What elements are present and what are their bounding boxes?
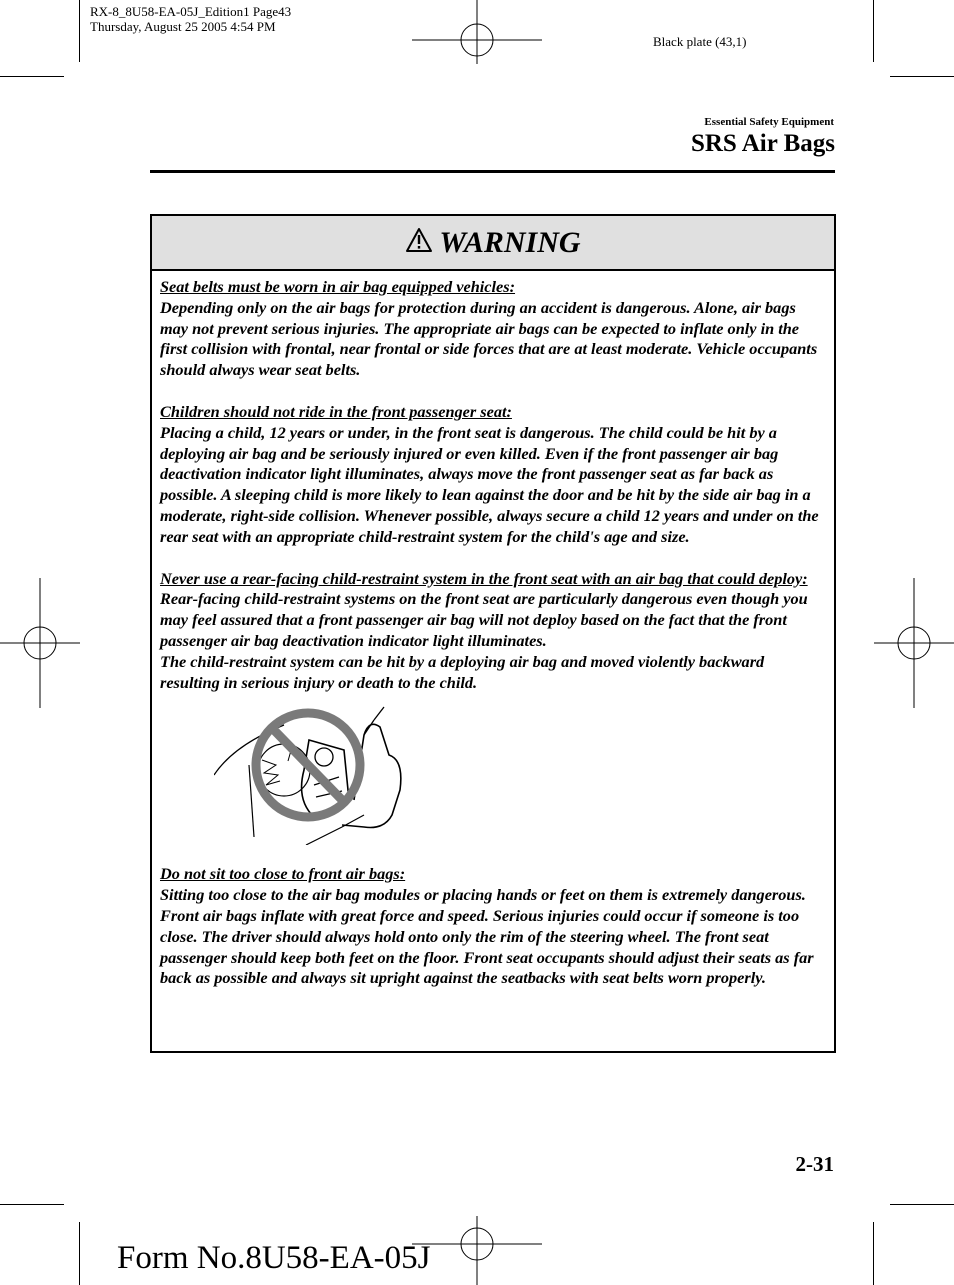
warning-section-text: Rear-facing child-restraint systems on the front seat are particularly dangerous even though you may feel assured that a front passenger air bag will not deploy based on the fact that the front passenger air bag deactivation indicator light illuminates. — [160, 589, 808, 650]
warning-section — [160, 402, 826, 548]
warning-section-heading: Do not sit too close to front air bags: — [160, 864, 406, 884]
warning-box — [150, 214, 836, 1053]
page-title: SRS Air Bags — [690, 130, 835, 157]
form-number: Form No.8U58-EA-05J — [117, 1240, 431, 1276]
warning-section — [160, 277, 826, 381]
section-label: Essential Safety Equipment — [704, 116, 834, 128]
registration-mark-top-icon — [412, 0, 542, 80]
print-date-line: Thursday, August 25 2005 4:54 PM — [90, 19, 276, 34]
registration-mark-left-icon — [0, 578, 80, 708]
warning-triangle-icon — [405, 227, 433, 258]
warning-section-heading: Never use a rear-facing child-restraint system in the front seat with an air bag that could deploy: — [160, 568, 808, 588]
print-file-line: RX-8_8U58-EA-05J_Edition1 Page43 — [90, 4, 292, 19]
warning-figure — [160, 693, 826, 856]
warning-section-text: Depending only on the air bags for protection during an accident is dangerous. Alone, air bags may not prevent serious injuries. The appropriate air bags can be expected to inflate only in the first collision with frontal, near frontal or side forces that are at least moderate. Vehicle occupants should always wear seat belts. — [160, 297, 818, 380]
warning-section-heading: Children should not ride in the front passenger seat: — [160, 401, 512, 421]
plate-label: Black plate (43,1) — [653, 34, 747, 49]
warning-section — [160, 864, 826, 989]
warning-section-heading: Seat belts must be worn in air bag equipped vehicles: — [160, 277, 516, 296]
warning-header — [152, 216, 834, 271]
warning-section-text: Sitting too close to the air bag modules or placing hands or feet on them is extremely dangerous. Front air bags inflate with great force and speed. Serious injuries could occur if someone is too close. The driver should always hold onto only the rim of the steering wheel. The front seat passenger should keep both feet on the floor. Front seat occupants should adjust their seats as far back as possible and always sit upright against the seatbacks with seat belts worn properly. — [160, 885, 814, 988]
registration-mark-right-icon — [874, 578, 954, 708]
registration-mark-bottom-icon — [412, 1216, 542, 1285]
print-info — [90, 4, 291, 34]
prohibited-rear-facing-child-seat-icon — [214, 705, 414, 845]
warning-section — [160, 569, 826, 694]
warning-heading: WARNING — [439, 225, 581, 259]
header-rule — [150, 170, 835, 173]
warning-body — [152, 271, 834, 989]
warning-section-text-2: The child-restraint system can be hit by a deploying air bag and moved violently backward resulting in serious injury or death to the child. — [160, 651, 765, 692]
warning-section-text: Placing a child, 12 years or under, in the front seat is dangerous. The child could be hit by a deploying air bag and be seriously injured or even killed. Even if the front passenger air bag deactivation indicator light illuminates, always move the front passenger seat as far back as possible. A sleeping child is more likely to lean against the door and be hit by the side air bag in a moderate, right-side collision. Whenever possible, always secure a child 12 years and under on the rear seat with an appropriate child-restraint system for the child's age and size. — [160, 422, 819, 546]
page-number: 2-31 — [795, 1152, 834, 1176]
